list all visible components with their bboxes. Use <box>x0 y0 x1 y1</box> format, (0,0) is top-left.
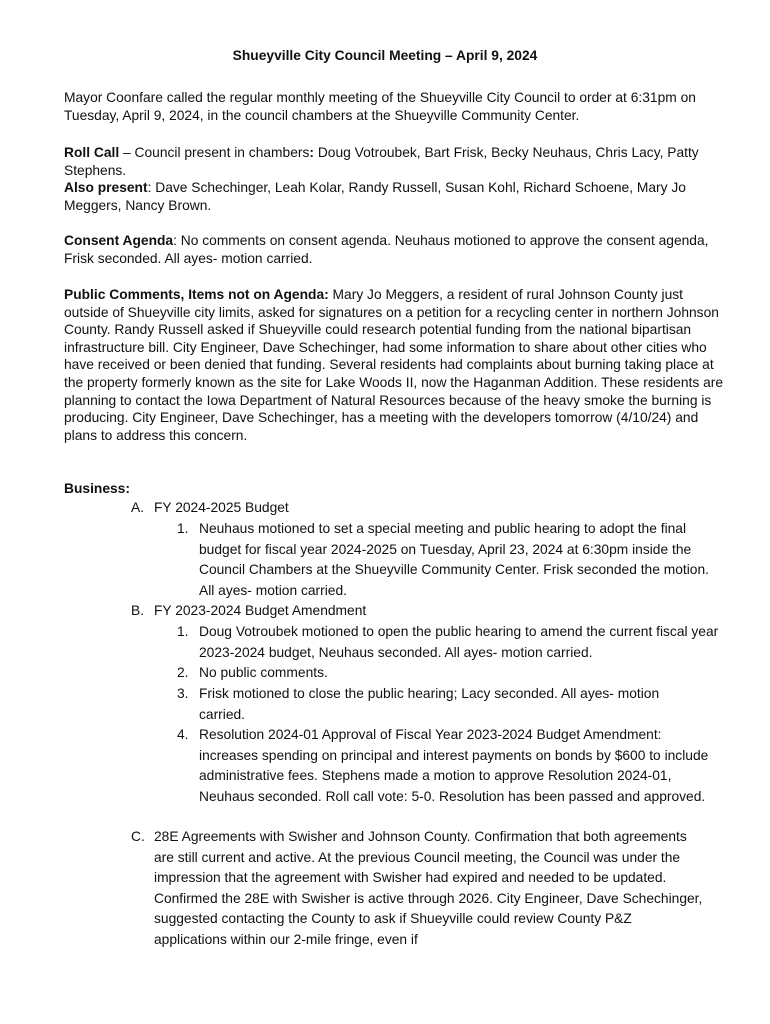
section-a-item-1-text: Neuhaus motioned to set a special meeting and public hearing to adopt the final budget for fiscal year 2024-2025 on Tuesday, April 23, 2024 at 6:30pm inside the Council Chambers at the Shueyville Community Center. Frisk seconded the motion. All ayes- motion carried. <box>199 521 709 598</box>
section-b-item-3-marker: 3. <box>177 686 189 701</box>
public-comments-paragraph <box>64 286 724 444</box>
section-b-item-3 <box>177 684 669 725</box>
section-a-item-1-marker: 1. <box>177 521 189 536</box>
section-b-item-4-marker: 4. <box>177 727 189 742</box>
section-b-item-1-marker: 1. <box>177 624 189 639</box>
roll-call-text: – Council present in chambers <box>119 145 310 160</box>
section-b-item-3-text: Frisk motioned to close the public hearing; Lacy seconded. All ayes- motion carried. <box>199 686 660 722</box>
intro-paragraph: Mayor Coonfare called the regular monthly meeting of the Shueyville City Council to order at 6:31pm on Tuesday, April 9, 2024, in the council chambers at the Shueyville Community Center. <box>64 90 696 123</box>
document-title: Shueyville City Council Meeting – April 9, 2024 <box>232 48 538 63</box>
public-comments-label: Public Comments, Items not on Agenda: <box>64 287 329 302</box>
section-c-marker: C. <box>131 829 145 844</box>
section-b-item-4-text: Resolution 2024-01 Approval of Fiscal Year 2023-2024 Budget Amendment: increases spending on principal and interest payments on bonds by $600 to include administrative fees. Stephens made a motion to approve Resolution 2024-01, Neuhaus seconded. Roll call vote: 5-0. Resolution has been passed and approved. <box>199 727 709 804</box>
section-a-marker: A. <box>131 500 145 515</box>
business-heading: Business: <box>64 481 130 496</box>
section-c <box>131 827 704 951</box>
also-present-text: : Dave Schechinger, Leah Kolar, Randy Russell, Susan Kohl, Richard Schoene, Mary Jo Meggers, Nancy Brown. <box>64 180 686 213</box>
section-b-title: FY 2023-2024 Budget Amendment <box>154 603 367 618</box>
roll-call-colon: : <box>309 145 314 160</box>
section-b-marker: B. <box>131 603 145 618</box>
roll-call-label: Roll Call <box>64 145 120 160</box>
section-c-text: 28E Agreements with Swisher and Johnson County. Confirmation that both agreements are still current and active. At the previous Council meeting, the Council was under the impression that the agreement with Swisher had expired and needed to be updated. Confirmed the 28E with Swisher is active through 2026. City Engineer, Dave Schechinger, suggested contacting the County to ask if Shueyville could review County P&Z applications within our 2-mile fringe, even if <box>154 829 703 947</box>
consent-agenda-text: : No comments on consent agenda. Neuhaus motioned to approve the consent agenda, Frisk seconded. All ayes- motion carried. <box>64 233 709 266</box>
section-a-title: FY 2024-2025 Budget <box>154 500 289 515</box>
section-b-item-2-marker: 2. <box>177 665 189 680</box>
section-a-item-1 <box>177 519 711 601</box>
consent-agenda-paragraph <box>64 232 724 267</box>
section-b-item-2 <box>177 663 719 684</box>
section-b-item-2-text: No public comments. <box>199 665 328 680</box>
section-b-item-1 <box>177 622 719 663</box>
section-b-item-1-text: Doug Votroubek motioned to open the public hearing to amend the current fiscal year 2023-2024 budget, Neuhaus seconded. All ayes- motion carried. <box>199 624 719 660</box>
also-present-label: Also present <box>64 180 148 196</box>
consent-agenda-label: Consent Agenda <box>64 233 174 248</box>
roll-call-members: Doug Votroubek, Bart Frisk, Becky Neuhaus, Chris Lacy, Patty Stephens. <box>64 145 699 178</box>
section-b-item-4 <box>177 725 719 807</box>
roll-call-paragraph <box>64 144 724 214</box>
public-comments-text: Mary Jo Meggers, a resident of rural Johnson County just outside of Shueyville city limits, asked for signatures on a petition for a recycling center in northern Johnson County. Randy Russell asked if Shueyville could research potential funding from the national bipartisan infrastructure bill. City Engineer, Dave Schechinger, had some information to share about other cities who have received or been denied that funding. Several residents had complaints about burning taking place at the property formerly known as the site for Lake Woods II, now the Haganman Addition. These residents are planning to contact the Iowa Department of Natural Resources because of the heavy smoke the burning is producing. City Engineer, Dave Schechinger, has a meeting with the developers tomorrow (4/10/24) and plans to address this concern. <box>64 287 724 443</box>
